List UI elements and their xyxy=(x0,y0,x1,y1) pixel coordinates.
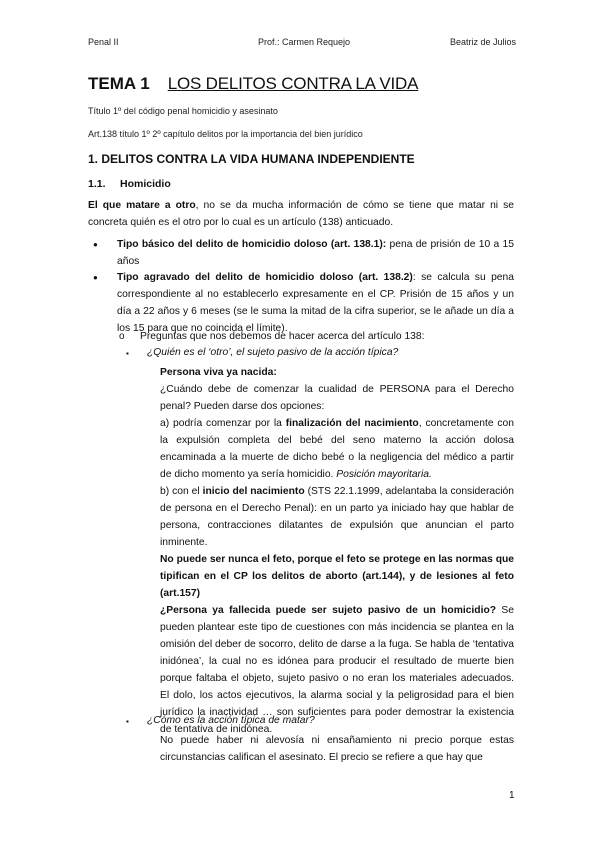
subtitle-1: Título 1º del código penal homicidio y asesinato xyxy=(88,106,278,116)
fallecida-rest: Se pueden plantear este tipo de cuestiones con más incidencia se plantea en la omisión del deber de socorro, delito de darse a la fuga. Se habla de ‘tentativa inidónea’, la cual no es idónea para producir el resultado de muerte bien porque faltaba el objeto, sujeto pasivo o no eran los materiales adecuados. El dolo, los actos ejecutivos, la alarma social y la peligrosidad para el bien jurídico la inactividad … son suficientes para poder demostrar la existencia de tentativa de inidónea. xyxy=(160,605,514,735)
page-number: 1 xyxy=(509,790,515,801)
option-b-rest: (STS 22.1.1999, adelantaba la consideración de persona en el Derecho Penal): en un parto ya iniciado hay que hablar de persona, contracciones dilatantes de expulsión que anuncian el parto inminente. xyxy=(160,486,514,548)
cuando-paragraph: ¿Cuándo debe de comenzar la cualidad de PERSONA para el Derecho penal? Pueden darse dos opciones: xyxy=(160,384,514,412)
square-bullet-icon: ▪ xyxy=(126,349,129,358)
option-a-rest: , concretamente con la expulsión completa del bebé del seno materno la acción dolosa encaminada a la muerte de dicho bebé o la negligencia del médico a partir de dicho momento ya sería homicidio. xyxy=(160,418,515,480)
sub-list-marker: o xyxy=(119,331,125,342)
option-a-italic: Posición mayoritaria. xyxy=(336,469,432,480)
header-author: Beatriz de Julios xyxy=(449,37,516,47)
title-number: TEMA 1 xyxy=(88,74,150,93)
option-a-pre: a) podría comenzar por la xyxy=(160,418,286,429)
bullet-icon: ● xyxy=(93,240,98,249)
question-1-block xyxy=(160,364,514,738)
bullet-2-rest: : se calcula su pena correspondiente al no establecerlo expresamente en el CP. Prisión de 15 años y un día a 22 años y 6 meses (se le suma la mitad de la cifra superior, se le añade un día a los 15 para que no coincida el límite). xyxy=(117,272,514,334)
feto-text: No puede ser nunca el feto, porque el feto se protege en las normas que tipifican en el CP los delitos de aborto (art.144), y de lesiones al feto (art.157) xyxy=(160,554,514,599)
persona-viva-heading xyxy=(160,364,514,381)
bullet-icon: ● xyxy=(93,273,98,282)
title-text: LOS DELITOS CONTRA LA VIDA xyxy=(167,74,419,93)
subsection-number: 1.1. xyxy=(88,178,106,190)
sub-list-text: Preguntas que nos debemos de hacer acerca del artículo 138: xyxy=(140,331,425,342)
list-item xyxy=(117,236,514,270)
subsection-title: Homicidio xyxy=(120,178,171,190)
option-b-pre: b) con el xyxy=(160,486,203,497)
header-professor: Prof.: Carmen Requejo xyxy=(258,37,351,47)
intro-paragraph xyxy=(88,197,514,231)
option-a-paragraph xyxy=(160,415,514,483)
option-b-paragraph xyxy=(160,483,514,551)
page-title xyxy=(88,74,418,94)
bullet-2-bold: Tipo agravado del delito de homicidio doloso (art. 138.2) xyxy=(117,272,413,283)
question-2: ¿Cómo es la acción típica de matar? xyxy=(147,715,315,726)
question-1: ¿Quién es el ‘otro’, el sujeto pasivo de la acción típica? xyxy=(147,347,399,358)
subtitle-2: Art.138 título 1º 2º capítulo delitos por la importancia del bien jurídico xyxy=(88,129,363,139)
question-2-paragraph: No puede haber ni alevosía ni ensañamiento ni precio porque estas circunstancias califican el asesinato. El precio se refiere a que hay que xyxy=(160,735,514,763)
bullet-1-rest: pena de prisión de 10 a 15 años xyxy=(117,239,514,267)
option-b-bold: inicio del nacimiento xyxy=(202,486,305,497)
persona-viva-text: Persona viva ya nacida: xyxy=(160,367,277,378)
option-a-bold: finalización del nacimiento xyxy=(285,418,419,429)
header-course: Penal II xyxy=(88,37,119,47)
intro-rest: , no se da mucha información de cómo se tiene que matar ni se concreta quién es el otro por lo cual es un artículo (138) anticuado. xyxy=(88,200,514,228)
fallecida-bold: ¿Persona ya fallecida puede ser sujeto pasivo de un homicidio? xyxy=(160,605,497,616)
intro-bold: El que matare a otro xyxy=(88,200,196,211)
bullet-1-bold: Tipo básico del delito de homicidio doloso (art. 138.1): xyxy=(117,239,387,250)
square-bullet-icon: ▪ xyxy=(126,717,129,726)
feto-paragraph xyxy=(160,551,514,602)
section-heading: 1. DELITOS CONTRA LA VIDA HUMANA INDEPENDIENTE xyxy=(88,152,415,166)
list-item xyxy=(117,269,514,337)
